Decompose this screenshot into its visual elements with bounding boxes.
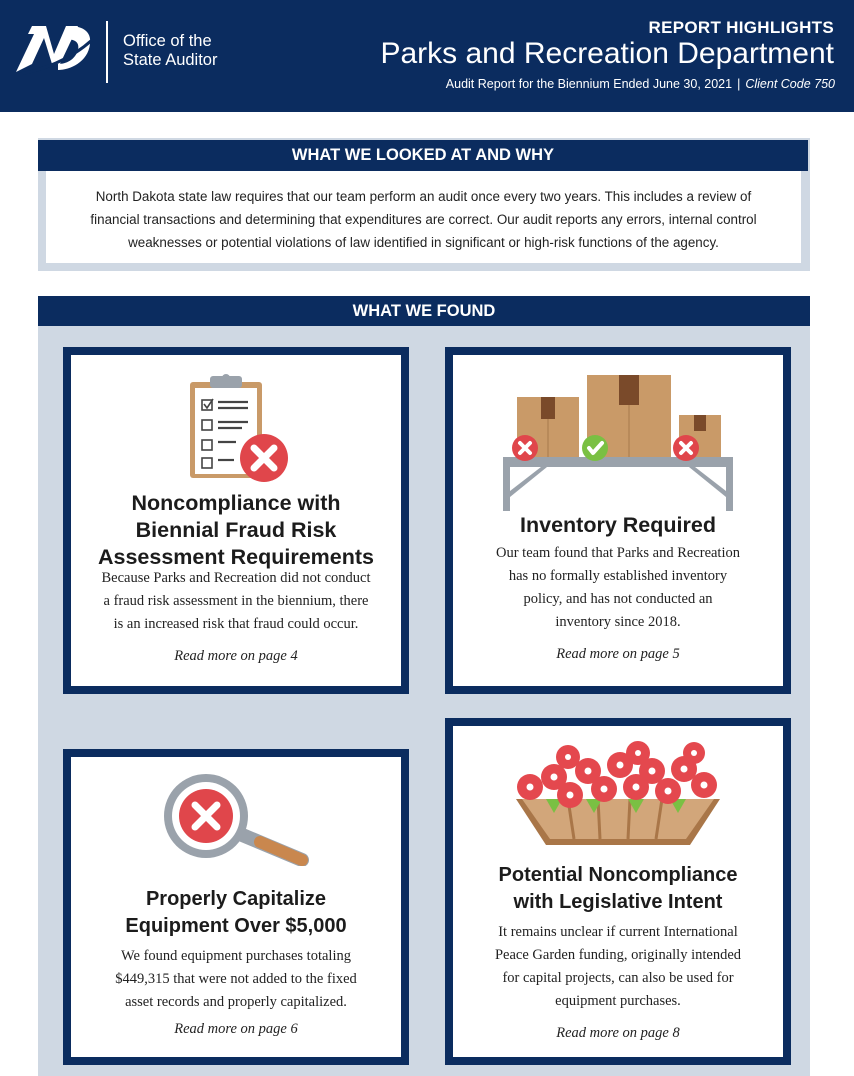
report-header [0, 0, 854, 112]
looked-at-title: WHAT WE LOOKED AT AND WHY [38, 140, 808, 171]
read-more-page-5-link[interactable]: Read more on page 5 [556, 646, 680, 662]
subline-separator: | [737, 77, 741, 91]
finding-text-line: Peace Garden funding, originally intended [494, 947, 742, 963]
finding-title-line: Noncompliance with [131, 491, 341, 515]
found-title: WHAT WE FOUND [38, 296, 810, 326]
magnifier-x-icon [162, 774, 310, 866]
report-highlights-label: REPORT HIGHLIGHTS [648, 18, 834, 37]
audit-subline [446, 77, 835, 91]
finding-text [453, 921, 783, 1013]
finding-text-line: is an increased risk that fraud could occur. [113, 616, 359, 632]
finding-title [453, 512, 783, 539]
finding-card-body [71, 757, 401, 1057]
audit-period: Audit Report for the Biennium Ended June 30, 2021 [445, 77, 733, 91]
client-code: Client Code 750 [745, 77, 835, 91]
finding-title [453, 862, 783, 916]
logo-divider [106, 21, 108, 83]
finding-title-line: Equipment Over $5,000 [125, 915, 347, 937]
finding-card-fraud-risk [63, 347, 409, 694]
finding-title-line: Properly Capitalize [145, 888, 327, 910]
finding-title-line: Biennial Fraud Risk [135, 518, 337, 542]
finding-text-line: policy, and has not conducted an [523, 591, 713, 607]
flower-planter-icon [508, 741, 728, 847]
clipboard-x-icon [182, 372, 292, 482]
finding-title [71, 490, 401, 571]
finding-card-legislative-intent [445, 718, 791, 1065]
finding-text-line: Because Parks and Recreation did not conduct [101, 570, 371, 586]
finding-title-line: Potential Noncompliance [498, 864, 738, 886]
finding-text [71, 945, 401, 1014]
finding-text [453, 542, 783, 634]
office-line-2: State Auditor [123, 51, 218, 69]
finding-text-line: Our team found that Parks and Recreation [495, 545, 740, 561]
finding-title-line: Assessment Requirements [97, 545, 375, 569]
read-more-page-4-link[interactable]: Read more on page 4 [174, 648, 298, 664]
finding-text-line: We found equipment purchases totaling [121, 948, 351, 964]
inventory-boxes-icon [501, 367, 735, 515]
finding-card-body [453, 355, 783, 686]
finding-card-inventory [445, 347, 791, 694]
finding-text-line: asset records and properly capitalized. [125, 994, 347, 1010]
office-line-1: Office of the [123, 32, 212, 50]
finding-text-line: has no formally established inventory [508, 568, 728, 584]
finding-card-capitalize [63, 749, 409, 1065]
finding-text-line: It remains unclear if current International [498, 924, 738, 940]
finding-title-line: with Legislative Intent [513, 891, 723, 913]
finding-card-body [453, 726, 783, 1057]
read-more-page-8-link[interactable]: Read more on page 8 [556, 1025, 680, 1041]
finding-text-line: inventory since 2018. [555, 614, 681, 630]
looked-at-body: North Dakota state law requires that our team perform an audit once every two years. This includes a review of financial transactions and determining that expenditures are correct. Our audit reports any errors, internal control weaknesses or potential violations of law identified in significant or high-risk functions of the agency. [46, 171, 801, 263]
department-title: Parks and Recreation Department [380, 37, 834, 70]
finding-text [71, 567, 401, 636]
found-section [38, 296, 810, 1076]
finding-text-line: a fraud risk assessment in the biennium, there [103, 593, 369, 609]
office-name [123, 32, 217, 70]
finding-card-body [71, 355, 401, 686]
finding-title [71, 886, 401, 940]
nd-logo-icon [12, 20, 94, 78]
finding-text-line: for capital projects, can also be used for [502, 970, 734, 986]
read-more-page-6-link[interactable]: Read more on page 6 [174, 1021, 298, 1037]
finding-text-line: $449,315 that were not added to the fixed [115, 971, 357, 987]
looked-at-section [38, 138, 810, 271]
finding-title-line: Inventory Required [520, 513, 716, 537]
finding-text-line: equipment purchases. [555, 993, 681, 1009]
